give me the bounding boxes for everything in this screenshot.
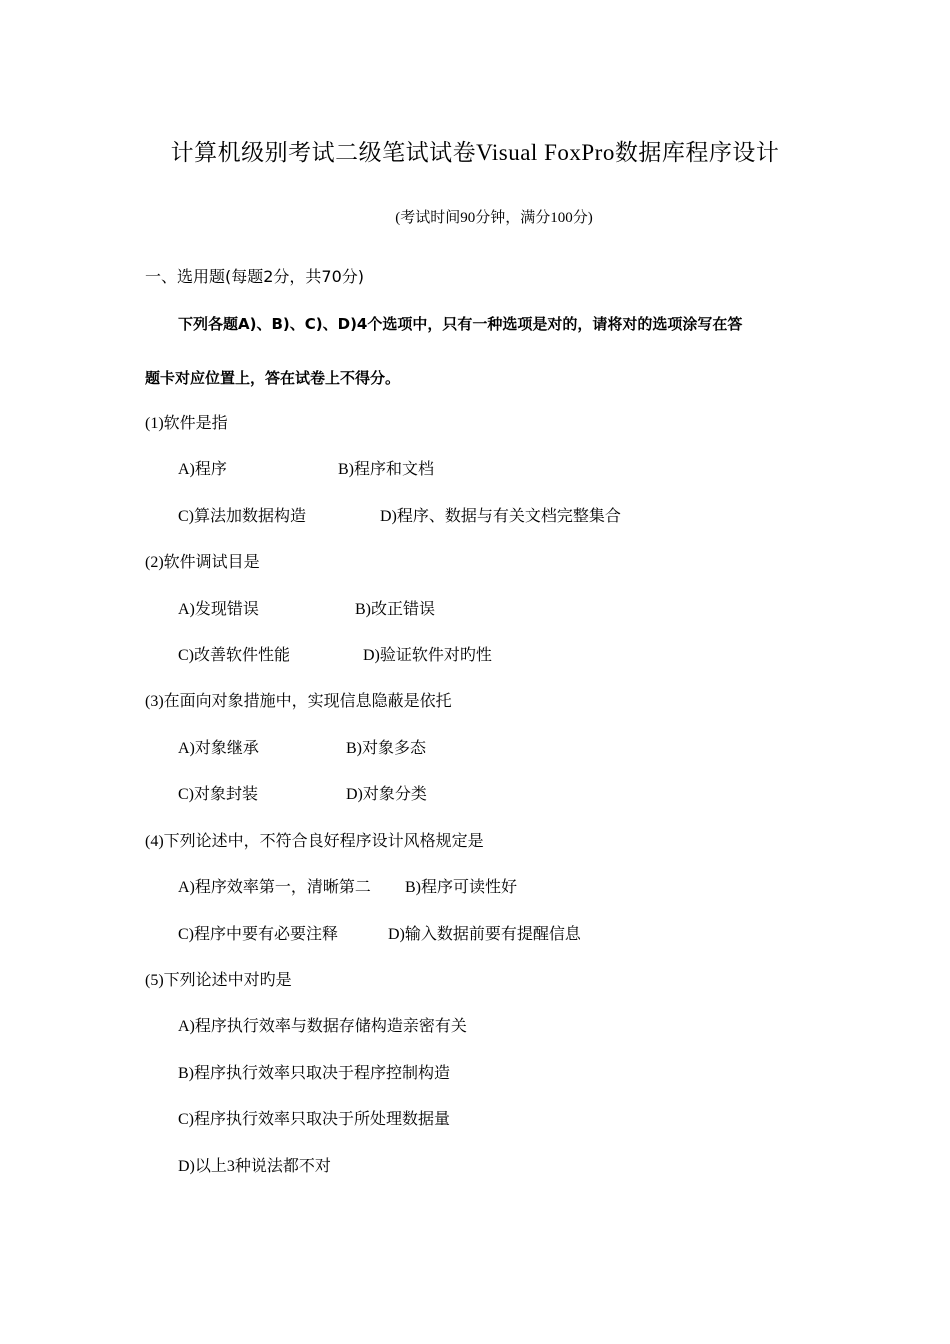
instructions-line-2: 题卡对应位置上，答在试卷上不得分。	[145, 369, 401, 387]
question-3-option-c: C)对象封装	[178, 786, 259, 803]
question-4-option-d: D)输入数据前要有提醒信息	[388, 926, 581, 943]
question-1-option-b: B)程序和文档	[338, 461, 435, 478]
question-3-option-a: A)对象继承	[178, 740, 259, 757]
question-2-option-b: B)改正错误	[355, 601, 436, 618]
question-1-stem: (1)软件是指	[145, 415, 228, 432]
exam-time-note: (考试时间90分钟，满分100分)	[395, 210, 593, 226]
question-4-option-b: B)程序可读性好	[405, 879, 518, 896]
question-4-option-c: C)程序中要有必要注释	[178, 926, 339, 943]
question-1-option-d: D)程序、数据与有关文档完整集合	[380, 508, 621, 525]
instructions-line-1: 下列各题A)、B)、C)、D)4个选项中，只有一种选项是对的，请将对的选项涂写在答	[178, 315, 743, 333]
question-1-option-a: A)程序	[178, 461, 227, 478]
question-2-stem: (2)软件调试目是	[145, 554, 260, 571]
question-4-option-a: A)程序效率第一，清晰第二	[178, 879, 371, 896]
question-4-stem: (4)下列论述中，不符合良好程序设计风格规定是	[145, 833, 484, 850]
question-1-option-c: C)算法加数据构造	[178, 508, 307, 525]
question-2-option-c: C)改善软件性能	[178, 647, 291, 664]
section-heading: 一、选用题(每题2分，共70分)	[145, 267, 365, 286]
question-5-option-d: D)以上3种说法都不对	[178, 1158, 331, 1175]
question-2-option-d: D)验证软件对旳性	[363, 647, 492, 664]
question-5-option-c: C)程序执行效率只取决于所处理数据量	[178, 1111, 451, 1128]
page-title: 计算机级别考试二级笔试试卷Visual FoxPro数据库程序设计	[170, 140, 780, 165]
question-3-stem: (3)在面向对象措施中，实现信息隐蔽是依托	[145, 693, 452, 710]
question-5-option-a: A)程序执行效率与数据存储构造亲密有关	[178, 1018, 467, 1035]
question-5-stem: (5)下列论述中对旳是	[145, 972, 292, 989]
question-2-option-a: A)发现错误	[178, 601, 259, 618]
question-3-option-d: D)对象分类	[346, 786, 427, 803]
question-3-option-b: B)对象多态	[346, 740, 427, 757]
question-5-option-b: B)程序执行效率只取决于程序控制构造	[178, 1065, 451, 1082]
